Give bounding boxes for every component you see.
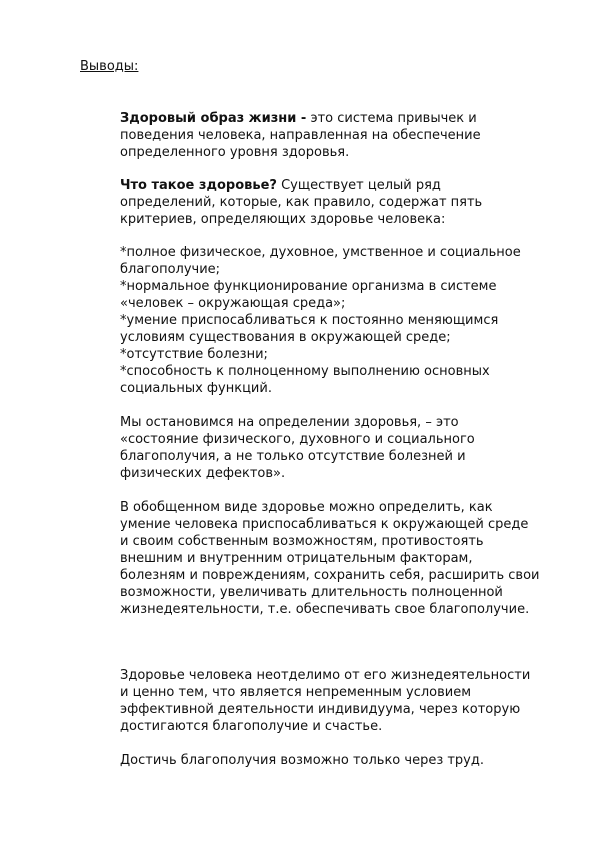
term-healthy-lifestyle: Здоровый образ жизни - <box>120 111 307 126</box>
criterion-item: *умение приспосабливаться к постоянно меняющимся условиям существования в окружающей среде; <box>120 313 499 345</box>
paragraph-what-is-health <box>120 177 540 228</box>
paragraph-health-value: Здоровье человека неотделимо от его жизнедеятельности и ценно тем, что является непременным условием эффективной деятельности индивидуума, через которую достигаются благополучие и счастье. <box>120 668 531 734</box>
text-what-is-health: Существует целый ряд определений, которые, как правило, содержат пять критериев, определяющих здоровье человека: <box>120 178 483 227</box>
paragraph-health-definition: Мы остановимся на определении здоровья, – это «состояние физического, духовного и социального благополучия, а не только отсутствие болезней и физических дефектов». <box>120 415 475 481</box>
criterion-item: *нормальное функционирование организма в системе «человек – окружающая среда»; <box>120 279 497 311</box>
question-what-is-health: Что такое здоровье? <box>120 178 277 193</box>
paragraph-wellbeing-through-work: Достичь благополучия возможно только через труд. <box>120 753 484 768</box>
paragraph-healthy-lifestyle <box>120 110 540 161</box>
paragraph-general-definition: В обобщенном виде здоровье можно определить, как умение человека приспосабливаться к окружающей среде и своим собственным возможностям, противостоять внешним и внутренним отрицательным факторам, болезням и повреждениям, сохранить себя, расширить свои возможности, увеличивать длительность полноценной жизнедеятельности, т.е. обеспечивать свое благополучие. <box>120 500 540 617</box>
criterion-item: *отсутствие болезни; <box>120 347 268 362</box>
criterion-item: *способность к полноценному выполнению основных социальных функций. <box>120 364 490 396</box>
conclusions-heading: Выводы: <box>80 59 139 74</box>
document-body <box>120 110 540 769</box>
definition-healthy-lifestyle: это система привычек и поведения человека, направленная на обеспечение определенного уровня здоровья. <box>120 111 481 160</box>
criterion-item: *полное физическое, духовное, умственное и социальное благополучие; <box>120 245 521 277</box>
